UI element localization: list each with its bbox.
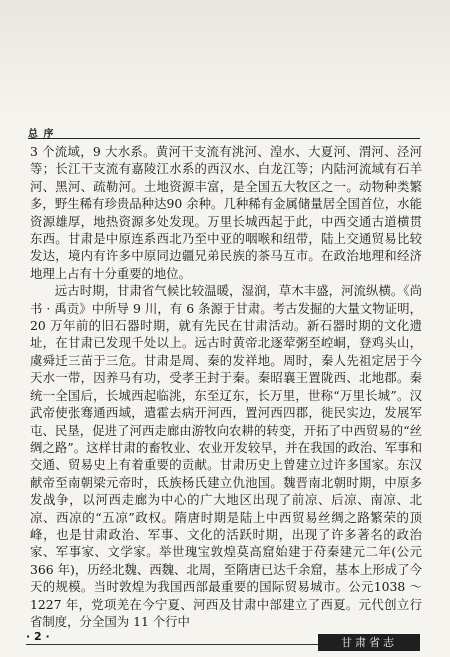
book-title-banner: 甘肃省志	[318, 634, 420, 651]
header-rule	[28, 138, 420, 139]
body-text	[30, 143, 422, 630]
running-header: 总 序	[28, 129, 55, 140]
paragraph-1: 3 个流域，9 大水系。黄河干支流有洮河、湟水、大夏河、渭河、泾河等；长江干支流有嘉陵江水系的西汉水、白龙江等；内陆河流域有石羊河、黑河、疏勒河。土地资源丰富，是全国五大牧区之一。动物种类繁多，野生稀有珍贵品种达90 余种。几种稀有金属储量居全国首位，水能资源雄厚，地热资源多处发现。万里长城西起于此，中西交通古道横贯东西。甘肃是中原连系西北乃至中亚的咽喉和纽带，陆上交通贸易比较发达，境内有许多中原同边疆兄弟民族的茶马互市。在政治地理和经济地理上占有十分重要的地位。	[30, 144, 422, 281]
paragraph-2: 远古时期，甘肃省气候比较温暖，湿润，草木丰盛，河流纵横。《尚书 · 禹贡》中所导 9 川，有 6 条源于甘肃。考古发掘的大量文物证明，20 万年前的旧石器时期，就有先民在甘肃活动。新石器时期的文化遗址，在甘肃已发现千处以上。远古时黄帝北逐荤粥至崆峒，登鸡头山，虞舜迁三苗于三危。甘肃是周、秦的发祥地。周时，秦人先祖定居于今天水一带，因养马有功，受孝王封于秦。秦昭襄王置陇西、北地郡。秦统一全国后，长城西起临洮，东至辽东，长万里，世称“万里长城”。汉武帝使张骞通西域，遣霍去病开河西，置河西四郡，徙民实边，发展军屯、民垦，促进了河西走廊由游牧向农耕的转变，开拓了中西贸易的“丝绸之路”。这样甘肃的畜牧业、农业开发较早，并在我国的政治、军事和交通、贸易史上有着重要的贡献。甘肃历史上曾建立过许多国家。东汉献帝至南朝梁元帝时，氐族杨氏建立仇池国。魏晋南北朝时期，中原多发战争，以河西走廊为中心的广大地区出现了前凉、后凉、南凉、北凉、西凉的“五凉”政权。隋唐时期是陆上中西贸易丝绸之路繁荣的顶峰，也是甘肃政治、军事、文化的活跃时期，出现了许多著名的政治家、军事家、文学家。举世瑰宝敦煌莫高窟始建于苻秦建元二年(公元366 年)，历经北魏、西魏、北周，至隋唐已达千余窟，基本上形成了今天的规模。当时敦煌为我国西部最重要的国际贸易城市。公元1038 ～ 1227 年，党项羌在今宁夏、河西及甘肃中部建立了西夏。元代创立行省制度，分全国为 11 个行中	[30, 283, 422, 629]
blank-top-area	[0, 0, 450, 120]
footer-rule	[26, 644, 318, 645]
page-number: · 2 ·	[26, 630, 50, 643]
